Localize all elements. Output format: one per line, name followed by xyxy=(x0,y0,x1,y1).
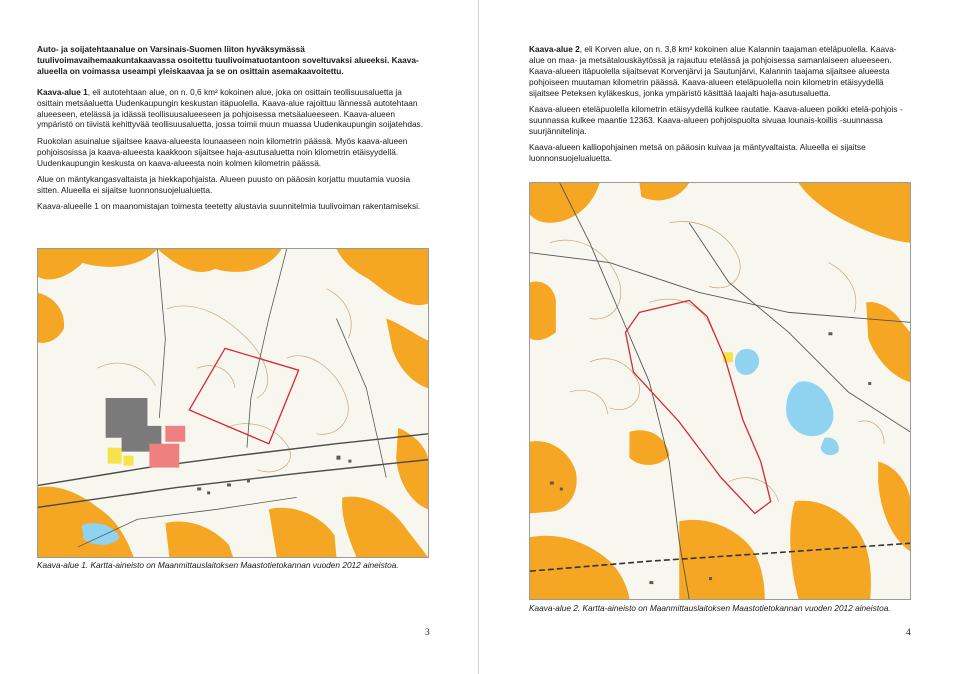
right-area-text: , eli Korven alue, on n. 3,8 km² kokoinen alue Kalannin taajaman eteläpuolella. Kaava-alue on maa- ja metsätalouskäytössä ja rajautuu etelässä ja pohjoisessa samanlaiseen alueeseen. Kaava-alueen itäpuolella sijaitsevat Korvenjärvi ja Sautunjärvi, Kalannin taajama sijaitsee alueesta pohjoiseen muutaman kilometrin päässä. Kaava-alueen eteläpuolella noin kilometrin etäisyydellä sijaitsee Peteksen kyläkeskus, jonka ympäristö käsittää laajalti haja-asutusaluetta. xyxy=(529,44,897,98)
page-right xyxy=(481,0,960,674)
page-number-right: 4 xyxy=(906,628,911,638)
right-text-column xyxy=(529,44,911,169)
map-area-1-caption: Kaava-alue 1. Kartta-aineisto on Maanmittauslaitoksen Maastotietokannan vuoden 2012 aineistoa. xyxy=(37,560,399,570)
page-number-left: 3 xyxy=(425,628,430,638)
right-area-paragraph xyxy=(529,44,911,99)
left-area-paragraph xyxy=(37,87,429,131)
map-area-2-graphic xyxy=(530,183,910,599)
left-heading: Auto- ja soijatehtaanalue on Varsinais-Suomen liiton hyväksymässä tuulivoimavaihemaakuntakaavassa osoitettu tuulivoimatuotantoon soveltuvaksi alueeksi. Kaava-alueella on voimassa useampi yleiskaavaa ja se on osittain asemakaavoitettu. xyxy=(37,44,419,76)
left-area-label: Kaava-alue 1 xyxy=(37,86,88,97)
map-area-2 xyxy=(529,182,911,600)
page-divider xyxy=(478,0,479,674)
left-forest-paragraph: Alue on mäntykangasvaltaista ja hiekkapohjaista. Alueen puusto on pääosin korjattu muutamia vuosia sitten. Alueella ei sijaitse luonnonsuojelualuetta. xyxy=(37,173,411,195)
left-survey-paragraph: Kaava-alueelle 1 on maanomistajan toimesta teetetty alustavia suunnitelmia tuulivoiman rakentamiseksi. xyxy=(37,201,421,212)
map-area-2-caption: Kaava-alue 2. Kartta-aineisto on Maanmittauslaitoksen Maastotietokannan vuoden 2012 aineistoa. xyxy=(529,603,891,613)
map-area-1 xyxy=(37,248,429,558)
page-left xyxy=(0,0,478,674)
right-road-paragraph: Kaava-alueen eteläpuolella kilometrin etäisyydellä kulkee rautatie. Kaava-alueen poikki etelä-pohjois -suunnassa kulkee maantie 12363. Kaava-alueen pohjoispuolta sivuaa lounais-koillis -suunnassa suurjännitelinja. xyxy=(529,103,903,136)
left-area-text: , eli autotehtaan alue, on n. 0,6 km² kokoinen alue, joka on osittain teollisuusaluetta ja osittain metsäaluetta Uudenkaupungin keskustan itäpuolella. Kaava-alue rajoittuu lännessä autotehtaan alueeseen, etelässä ja idässä teollisuusalueeseen ja pohjoisessa metsäalueeseen. Kaava-alueen ympäristö on tiivistä kehittyvää teollisuusaluetta, jossa toimii muun muassa Uudenkaupungin soijatehdas. xyxy=(37,86,424,130)
right-forest-paragraph: Kaava-alueen kalliopohjainen metsä on pääosin kuivaa ja mäntyvaltaista. Alueella ei sijaitse luonnonsuojelualuetta. xyxy=(529,142,866,163)
right-area-label: Kaava-alue 2 xyxy=(529,44,580,54)
left-settlement-paragraph: Ruokolan asuinalue sijaitsee kaava-alueesta lounaaseen noin kilometrin päässä. Myös kaava-alueen pohjoisosissa ja kaava-alueesta kaakkoon sijaitsee haja-asutusaluetta noin kilometrin etäisyydellä. Uudenkaupungin keskusta on kaava-alueesta noin kolmen kilometrin päässä. xyxy=(37,135,408,168)
left-text-column xyxy=(37,44,429,217)
map-area-1-graphic xyxy=(38,249,428,557)
